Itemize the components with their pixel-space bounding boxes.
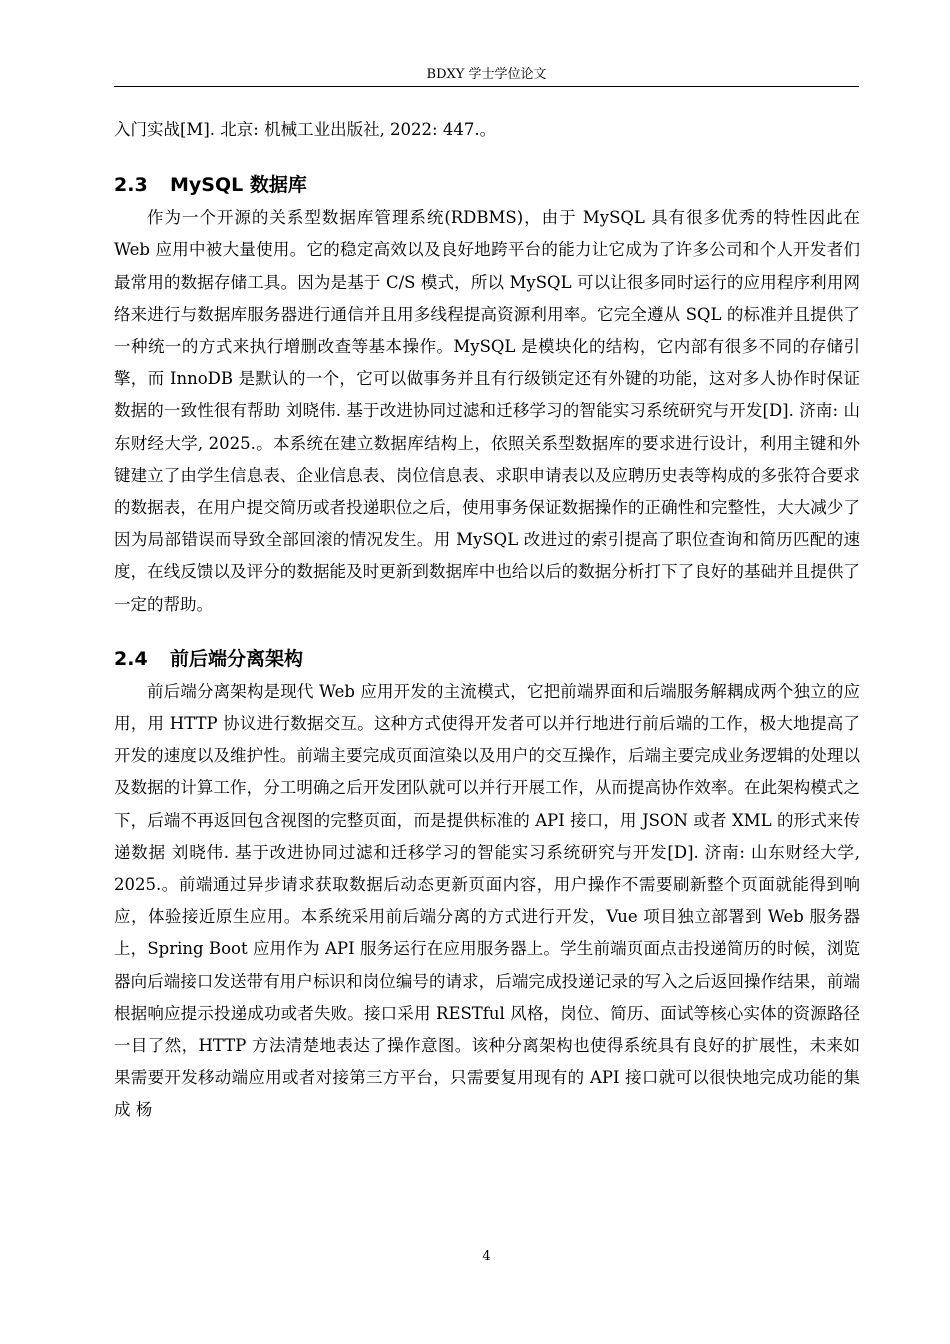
section-title: MySQL 数据库 — [170, 174, 307, 197]
section-body-2-3: 作为一个开源的关系型数据库管理系统(RDBMS)，由于 MySQL 具有很多优秀的特性因此在 Web 应用中被大量使用。它的稳定高效以及良好地跨平台的能力让它成为了许多公司和个人开发者们最常用的数据存储工具。因为是基于 C/S 模式，所以 MySQL 可以让很多同时运行的应用程序利用网络来进行与数据库服务器进行通信并且用多线程提高资源利用率。它完全遵从 SQL 的标准并且提供了一种统一的方式来执行增删改查等基本操作。MySQL 是模块化的结构，它内部有很多不同的存储引擎，而 InnoDB 是默认的一个，它可以做事务并且有行级锁定还有外键的功能，这对多人协作时保证数据的一致性很有帮助 刘晓伟. 基于改进协同过滤和迁移学习的智能实习系统研究与开发[D]. 济南: 山东财经大学, 2025.。本系统在建立数据库结构上，依照关系型数据库的要求进行设计，利用主键和外键建立了由学生信息表、企业信息表、岗位信息表、求职申请表以及应聘历史表等构成的多张符合要求的数据表，在用户提交简历或者投递职位之后，使用事务保证数据操作的正确性和完整性，大大减少了因为局部错误而导致全部回滚的情况发生。用 MySQL 改进过的索引提高了职位查询和简历匹配的速度，在线反馈以及评分的数据能及时更新到数据库中也给以后的数据分析打下了良好的基础并且提供了一定的帮助。 — [114, 208, 860, 614]
header-rule — [114, 86, 859, 87]
section-heading-2-4 — [114, 642, 860, 676]
reference-continuation: 入门实战[M]. 北京: 机械工业出版社, 2022: 447.。 — [114, 120, 497, 139]
page-content — [114, 114, 860, 1127]
running-header: BDXY 学士学位论文 — [426, 67, 547, 82]
page-number: 4 — [482, 1249, 491, 1264]
section-number: 2.4 — [114, 647, 148, 670]
section-body-2-4: 前后端分离架构是现代 Web 应用开发的主流模式，它把前端界面和后端服务解耦成两个独立的应用，用 HTTP 协议进行数据交互。这种方式使得开发者可以并行地进行前后端的工作，极大地提高了开发的速度以及维护性。前端主要完成页面渲染以及用户的交互操作，后端主要完成业务逻辑的处理以及数据的计算工作，分工明确之后开发团队就可以并行开展工作，从而提高协作效率。在此架构模式之下，后端不再返回包含视图的完整页面，而是提供标准的 API 接口，用 JSON 或者 XML 的形式来传递数据 刘晓伟. 基于改进协同过滤和迁移学习的智能实习系统研究与开发[D]. 济南: 山东财经大学, 2025.。前端通过异步请求获取数据后动态更新页面内容，用户操作不需要刷新整个页面就能得到响应，体验接近原生应用。本系统采用前后端分离的方式进行开发，Vue 项目独立部署到 Web 服务器上，Spring Boot 应用作为 API 服务运行在应用服务器上。学生前端页面点击投递简历的时候，浏览器向后端接口发送带有用户标识和岗位编号的请求，后端完成投递记录的写入之后返回操作结果，前端根据响应提示投递成功或者失败。接口采用 RESTful 风格，岗位、简历、面试等核心实体的资源路径一目了然，HTTP 方法清楚地表达了操作意图。该种分离架构也使得系统具有良好的扩展性，未来如果需要开发移动端应用或者对接第三方平台，只需要复用现有的 API 接口就可以很快地完成功能的集成 杨 — [114, 681, 860, 1120]
section-number: 2.3 — [114, 174, 148, 197]
section-title: 前后端分离架构 — [170, 647, 304, 670]
section-heading-2-3 — [114, 168, 860, 202]
